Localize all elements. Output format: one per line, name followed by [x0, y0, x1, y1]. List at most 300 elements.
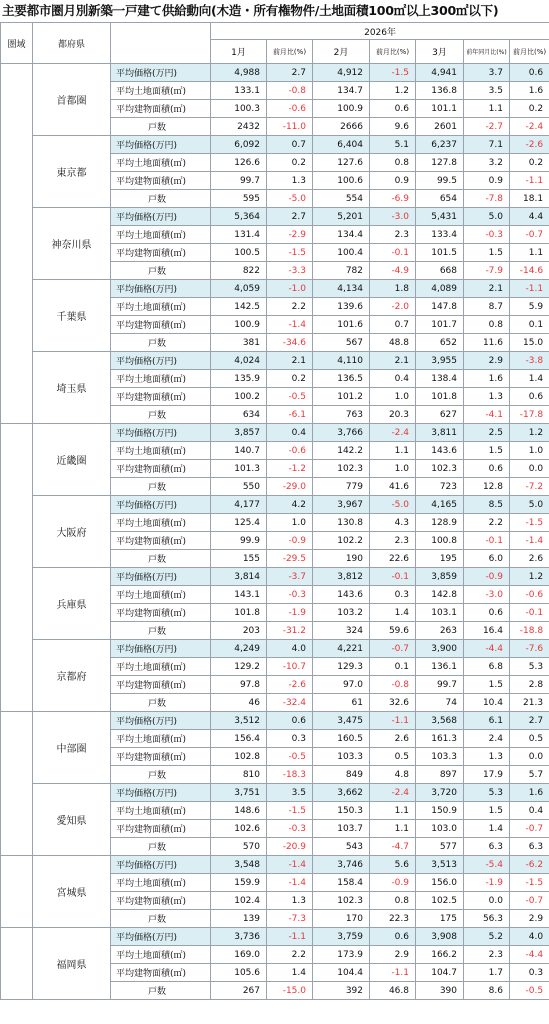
value-cell: 101.2 [313, 388, 370, 406]
value-cell: 134.7 [313, 82, 370, 100]
value-cell: 138.4 [416, 370, 464, 388]
value-cell: 5.0 [510, 496, 549, 514]
value-cell: 2.9 [464, 352, 510, 370]
item-label: 戸数 [111, 982, 211, 1000]
value-cell: -0.3 [464, 226, 510, 244]
value-cell: -0.1 [510, 604, 549, 622]
value-cell: 7.1 [464, 136, 510, 154]
supply-trend-table [0, 22, 549, 1000]
value-cell: 723 [416, 478, 464, 496]
item-label: 戸数 [111, 190, 211, 208]
value-cell: 6.3 [510, 838, 549, 856]
value-cell: 100.6 [313, 172, 370, 190]
value-cell: 2432 [211, 118, 267, 136]
value-cell: 3,859 [416, 568, 464, 586]
value-cell: 15.0 [510, 334, 549, 352]
value-cell: 810 [211, 766, 267, 784]
value-cell: 4,089 [416, 280, 464, 298]
value-cell: 0.4 [510, 802, 549, 820]
value-cell: 161.3 [416, 730, 464, 748]
month-header-2: 2月 [313, 40, 370, 64]
area-cell [1, 712, 33, 856]
value-cell: 554 [313, 190, 370, 208]
item-label: 平均土地面積(㎡) [111, 154, 211, 172]
value-cell: -15.0 [267, 982, 313, 1000]
value-cell: 0.2 [267, 370, 313, 388]
value-cell: 3.7 [464, 64, 510, 82]
value-cell: 654 [416, 190, 464, 208]
value-cell: -2.6 [267, 676, 313, 694]
value-cell: 4,177 [211, 496, 267, 514]
value-cell: 2.2 [267, 946, 313, 964]
value-cell: -0.8 [267, 82, 313, 100]
value-cell: -7.3 [267, 910, 313, 928]
value-cell: -1.1 [510, 172, 549, 190]
value-cell: -4.1 [464, 406, 510, 424]
value-cell: -1.9 [267, 604, 313, 622]
value-cell: 102.3 [313, 892, 370, 910]
value-cell: 550 [211, 478, 267, 496]
value-cell: 6.0 [464, 550, 510, 568]
pref-cell: 神奈川県 [33, 208, 111, 280]
item-label: 平均建物面積(㎡) [111, 244, 211, 262]
item-label: 平均価格(万円) [111, 352, 211, 370]
value-cell: 101.1 [416, 100, 464, 118]
value-cell: -3.7 [267, 568, 313, 586]
value-cell: 2.2 [464, 514, 510, 532]
value-cell: 2.1 [267, 352, 313, 370]
value-cell: 0.1 [370, 658, 416, 676]
value-cell: 1.3 [267, 892, 313, 910]
value-cell: 100.4 [313, 244, 370, 262]
item-label: 平均価格(万円) [111, 496, 211, 514]
value-cell: 0.1 [510, 316, 549, 334]
value-cell: 147.8 [416, 298, 464, 316]
value-cell: -0.6 [510, 586, 549, 604]
value-cell: 0.6 [370, 100, 416, 118]
value-cell: 102.2 [313, 532, 370, 550]
value-cell: 101.3 [211, 460, 267, 478]
item-label: 戸数 [111, 406, 211, 424]
value-cell: -5.4 [464, 856, 510, 874]
value-cell: 130.8 [313, 514, 370, 532]
value-cell: 6,237 [416, 136, 464, 154]
value-cell: 668 [416, 262, 464, 280]
value-cell: 0.6 [267, 712, 313, 730]
value-cell: 0.8 [370, 154, 416, 172]
item-label: 戸数 [111, 838, 211, 856]
value-cell: 6.8 [464, 658, 510, 676]
value-cell: 3,812 [313, 568, 370, 586]
value-cell: 1.3 [464, 388, 510, 406]
value-cell: 175 [416, 910, 464, 928]
value-cell: 3.5 [464, 82, 510, 100]
value-cell: 3,548 [211, 856, 267, 874]
value-cell: -1.1 [510, 280, 549, 298]
value-cell: 5.2 [464, 928, 510, 946]
value-cell: 3.2 [464, 154, 510, 172]
item-label: 平均建物面積(㎡) [111, 316, 211, 334]
value-cell: 2.2 [267, 298, 313, 316]
value-cell: -18.3 [267, 766, 313, 784]
value-cell: 125.4 [211, 514, 267, 532]
value-cell: 263 [416, 622, 464, 640]
value-cell: 3,811 [416, 424, 464, 442]
item-label: 平均建物面積(㎡) [111, 676, 211, 694]
value-cell: -29.0 [267, 478, 313, 496]
table-row [1, 640, 549, 658]
value-cell: 103.1 [416, 604, 464, 622]
item-label: 戸数 [111, 118, 211, 136]
value-cell: 0.7 [370, 316, 416, 334]
value-cell: -0.9 [370, 874, 416, 892]
item-label: 平均価格(万円) [111, 208, 211, 226]
value-cell: -0.3 [267, 820, 313, 838]
pref-cell: 千葉県 [33, 280, 111, 352]
value-cell: -2.0 [370, 298, 416, 316]
value-cell: 127.6 [313, 154, 370, 172]
year-header: 2026年 [211, 23, 549, 40]
value-cell: -1.5 [370, 64, 416, 82]
value-cell: 99.5 [416, 172, 464, 190]
value-cell: 131.4 [211, 226, 267, 244]
table-row [1, 64, 549, 82]
value-cell: 4,988 [211, 64, 267, 82]
pref-cell: 京都府 [33, 640, 111, 712]
pref-cell: 大阪府 [33, 496, 111, 568]
item-label: 戸数 [111, 694, 211, 712]
value-cell: 1.2 [510, 568, 549, 586]
value-cell: 150.3 [313, 802, 370, 820]
value-cell: 32.6 [370, 694, 416, 712]
pref-cell: 福岡県 [33, 928, 111, 1000]
value-cell: 136.1 [416, 658, 464, 676]
value-cell: -3.8 [510, 352, 549, 370]
value-cell: 849 [313, 766, 370, 784]
table-row [1, 928, 549, 946]
item-label: 平均建物面積(㎡) [111, 532, 211, 550]
value-cell: 99.7 [416, 676, 464, 694]
value-cell: -1.5 [510, 514, 549, 532]
value-cell: 103.3 [416, 748, 464, 766]
item-label: 平均土地面積(㎡) [111, 226, 211, 244]
item-label: 平均建物面積(㎡) [111, 388, 211, 406]
value-cell: -1.4 [267, 856, 313, 874]
month-header-1: 1月 [211, 40, 267, 64]
value-cell: 4.3 [370, 514, 416, 532]
value-cell: 1.5 [464, 802, 510, 820]
value-cell: 41.6 [370, 478, 416, 496]
value-cell: 1.6 [510, 82, 549, 100]
value-cell: 2.6 [510, 550, 549, 568]
value-cell: 1.1 [370, 442, 416, 460]
value-cell: 22.6 [370, 550, 416, 568]
value-cell: 1.0 [370, 460, 416, 478]
item-label: 平均土地面積(㎡) [111, 802, 211, 820]
value-cell: -1.1 [370, 712, 416, 730]
value-cell: 2.9 [510, 910, 549, 928]
item-label: 平均建物面積(㎡) [111, 172, 211, 190]
value-cell: 102.6 [211, 820, 267, 838]
value-cell: 2.1 [464, 280, 510, 298]
value-cell: 577 [416, 838, 464, 856]
value-cell: 0.3 [267, 730, 313, 748]
value-cell: 0.6 [510, 388, 549, 406]
value-cell: 2.4 [464, 730, 510, 748]
value-cell: 3,720 [416, 784, 464, 802]
value-cell: 0.2 [510, 154, 549, 172]
value-cell: 1.2 [510, 424, 549, 442]
value-cell: 4,941 [416, 64, 464, 82]
item-label: 平均価格(万円) [111, 712, 211, 730]
table-row [1, 208, 549, 226]
value-cell: 1.4 [510, 370, 549, 388]
item-label: 平均建物面積(㎡) [111, 820, 211, 838]
value-cell: 1.1 [510, 244, 549, 262]
item-label: 戸数 [111, 910, 211, 928]
value-cell: 1.4 [464, 820, 510, 838]
value-cell: 3,662 [313, 784, 370, 802]
value-cell: 0.3 [370, 586, 416, 604]
value-cell: 3,814 [211, 568, 267, 586]
value-cell: 324 [313, 622, 370, 640]
value-cell: 102.4 [211, 892, 267, 910]
value-cell: -2.4 [510, 118, 549, 136]
value-cell: -6.2 [510, 856, 549, 874]
value-cell: 16.4 [464, 622, 510, 640]
yoy-header: 前年同月比(%) [464, 40, 510, 64]
item-label: 平均価格(万円) [111, 280, 211, 298]
value-cell: 102.5 [416, 892, 464, 910]
value-cell: 150.9 [416, 802, 464, 820]
value-cell: 102.8 [211, 748, 267, 766]
value-cell: 570 [211, 838, 267, 856]
value-cell: 136.8 [416, 82, 464, 100]
table-body [1, 64, 549, 1000]
value-cell: 101.8 [211, 604, 267, 622]
value-cell: 0.9 [464, 172, 510, 190]
value-cell: 5,364 [211, 208, 267, 226]
table-row [1, 424, 549, 442]
value-cell: 3,475 [313, 712, 370, 730]
value-cell: 6,404 [313, 136, 370, 154]
value-cell: 103.7 [313, 820, 370, 838]
item-label: 平均価格(万円) [111, 424, 211, 442]
value-cell: 3,908 [416, 928, 464, 946]
value-cell: 97.8 [211, 676, 267, 694]
value-cell: 4,024 [211, 352, 267, 370]
value-cell: -31.2 [267, 622, 313, 640]
value-cell: 4,165 [416, 496, 464, 514]
area-cell [1, 424, 33, 712]
value-cell: -6.1 [267, 406, 313, 424]
value-cell: 3,955 [416, 352, 464, 370]
value-cell: -11.0 [267, 118, 313, 136]
value-cell: 129.3 [313, 658, 370, 676]
item-label: 平均価格(万円) [111, 136, 211, 154]
value-cell: 6.3 [464, 838, 510, 856]
value-cell: 1.8 [370, 280, 416, 298]
value-cell: 0.6 [464, 604, 510, 622]
value-cell: 102.3 [313, 460, 370, 478]
value-cell: -0.5 [510, 982, 549, 1000]
value-cell: -2.6 [510, 136, 549, 154]
item-label: 平均価格(万円) [111, 64, 211, 82]
value-cell: 1.3 [267, 172, 313, 190]
value-cell: 543 [313, 838, 370, 856]
value-cell: -4.9 [370, 262, 416, 280]
value-cell: 3,746 [313, 856, 370, 874]
value-cell: -1.2 [267, 460, 313, 478]
value-cell: 3.5 [267, 784, 313, 802]
value-cell: 136.5 [313, 370, 370, 388]
value-cell: 4.8 [370, 766, 416, 784]
value-cell: 11.6 [464, 334, 510, 352]
value-cell: 140.7 [211, 442, 267, 460]
value-cell: -5.0 [267, 190, 313, 208]
value-cell: 1.5 [464, 244, 510, 262]
value-cell: 3,900 [416, 640, 464, 658]
value-cell: 17.9 [464, 766, 510, 784]
value-cell: 627 [416, 406, 464, 424]
value-cell: -14.6 [510, 262, 549, 280]
value-cell: 0.6 [464, 460, 510, 478]
value-cell: 97.0 [313, 676, 370, 694]
value-cell: 2.6 [370, 730, 416, 748]
table-row [1, 568, 549, 586]
table-row [1, 784, 549, 802]
item-label: 平均建物面積(㎡) [111, 460, 211, 478]
value-cell: 0.5 [510, 730, 549, 748]
item-label: 平均土地面積(㎡) [111, 730, 211, 748]
value-cell: 2601 [416, 118, 464, 136]
value-cell: -1.4 [510, 532, 549, 550]
value-cell: 2.7 [267, 64, 313, 82]
value-cell: 634 [211, 406, 267, 424]
mom-header-1: 前月比(%) [267, 40, 313, 64]
value-cell: 10.4 [464, 694, 510, 712]
value-cell: 1.4 [370, 604, 416, 622]
value-cell: 3,512 [211, 712, 267, 730]
item-label: 平均土地面積(㎡) [111, 874, 211, 892]
value-cell: 595 [211, 190, 267, 208]
value-cell: 1.6 [510, 784, 549, 802]
value-cell: 3,736 [211, 928, 267, 946]
value-cell: -1.4 [267, 874, 313, 892]
value-cell: 381 [211, 334, 267, 352]
value-cell: -20.9 [267, 838, 313, 856]
value-cell: 0.2 [510, 100, 549, 118]
item-label: 平均価格(万円) [111, 568, 211, 586]
value-cell: 1.0 [370, 388, 416, 406]
pref-column-header: 都府県 [33, 23, 111, 64]
value-cell: 4,110 [313, 352, 370, 370]
value-cell: 5.3 [464, 784, 510, 802]
value-cell: -1.5 [267, 244, 313, 262]
value-cell: -0.8 [370, 676, 416, 694]
value-cell: 0.0 [510, 748, 549, 766]
value-cell: -0.1 [370, 568, 416, 586]
value-cell: 166.2 [416, 946, 464, 964]
item-label: 平均土地面積(㎡) [111, 946, 211, 964]
value-cell: 2.5 [464, 424, 510, 442]
value-cell: 169.0 [211, 946, 267, 964]
pref-cell: 愛知県 [33, 784, 111, 856]
value-cell: 1.7 [464, 964, 510, 982]
value-cell: 5.6 [370, 856, 416, 874]
value-cell: 3,857 [211, 424, 267, 442]
value-cell: 100.5 [211, 244, 267, 262]
table-row [1, 352, 549, 370]
value-cell: 1.5 [464, 442, 510, 460]
value-cell: 1.1 [370, 802, 416, 820]
value-cell: -3.0 [464, 586, 510, 604]
value-cell: 100.9 [313, 100, 370, 118]
value-cell: -7.6 [510, 640, 549, 658]
value-cell: -0.6 [267, 442, 313, 460]
value-cell: 143.6 [313, 586, 370, 604]
table-row [1, 856, 549, 874]
mom-header-2: 前月比(%) [370, 40, 416, 64]
pref-cell: 宮城県 [33, 856, 111, 928]
value-cell: 2.9 [370, 946, 416, 964]
value-cell: 101.5 [416, 244, 464, 262]
value-cell: 134.4 [313, 226, 370, 244]
value-cell: 129.2 [211, 658, 267, 676]
value-cell: 4,912 [313, 64, 370, 82]
value-cell: 3,568 [416, 712, 464, 730]
value-cell: 74 [416, 694, 464, 712]
value-cell: 103.2 [313, 604, 370, 622]
value-cell: 6,092 [211, 136, 267, 154]
value-cell: 4.0 [267, 640, 313, 658]
item-label: 戸数 [111, 262, 211, 280]
value-cell: 0.8 [370, 892, 416, 910]
value-cell: 142.5 [211, 298, 267, 316]
value-cell: 1.4 [267, 964, 313, 982]
value-cell: -4.4 [510, 946, 549, 964]
value-cell: 5.0 [464, 208, 510, 226]
value-cell: -32.4 [267, 694, 313, 712]
value-cell: 156.4 [211, 730, 267, 748]
value-cell: 822 [211, 262, 267, 280]
value-cell: 135.9 [211, 370, 267, 388]
value-cell: -0.7 [510, 226, 549, 244]
value-cell: 267 [211, 982, 267, 1000]
value-cell: 0.9 [370, 172, 416, 190]
value-cell: -1.0 [267, 280, 313, 298]
value-cell: -6.9 [370, 190, 416, 208]
value-cell: 0.7 [267, 136, 313, 154]
value-cell: 190 [313, 550, 370, 568]
value-cell: -34.6 [267, 334, 313, 352]
value-cell: -17.8 [510, 406, 549, 424]
value-cell: 5,431 [416, 208, 464, 226]
value-cell: 5.3 [510, 658, 549, 676]
table-row [1, 136, 549, 154]
value-cell: 4,059 [211, 280, 267, 298]
value-cell: 100.3 [211, 100, 267, 118]
mom-header-3: 前月比(%) [510, 40, 549, 64]
value-cell: 158.4 [313, 874, 370, 892]
value-cell: 5.1 [370, 136, 416, 154]
value-cell: 46.8 [370, 982, 416, 1000]
value-cell: -1.9 [464, 874, 510, 892]
item-label: 平均建物面積(㎡) [111, 964, 211, 982]
value-cell: 0.6 [370, 928, 416, 946]
value-cell: 46 [211, 694, 267, 712]
value-cell: 1.2 [370, 82, 416, 100]
